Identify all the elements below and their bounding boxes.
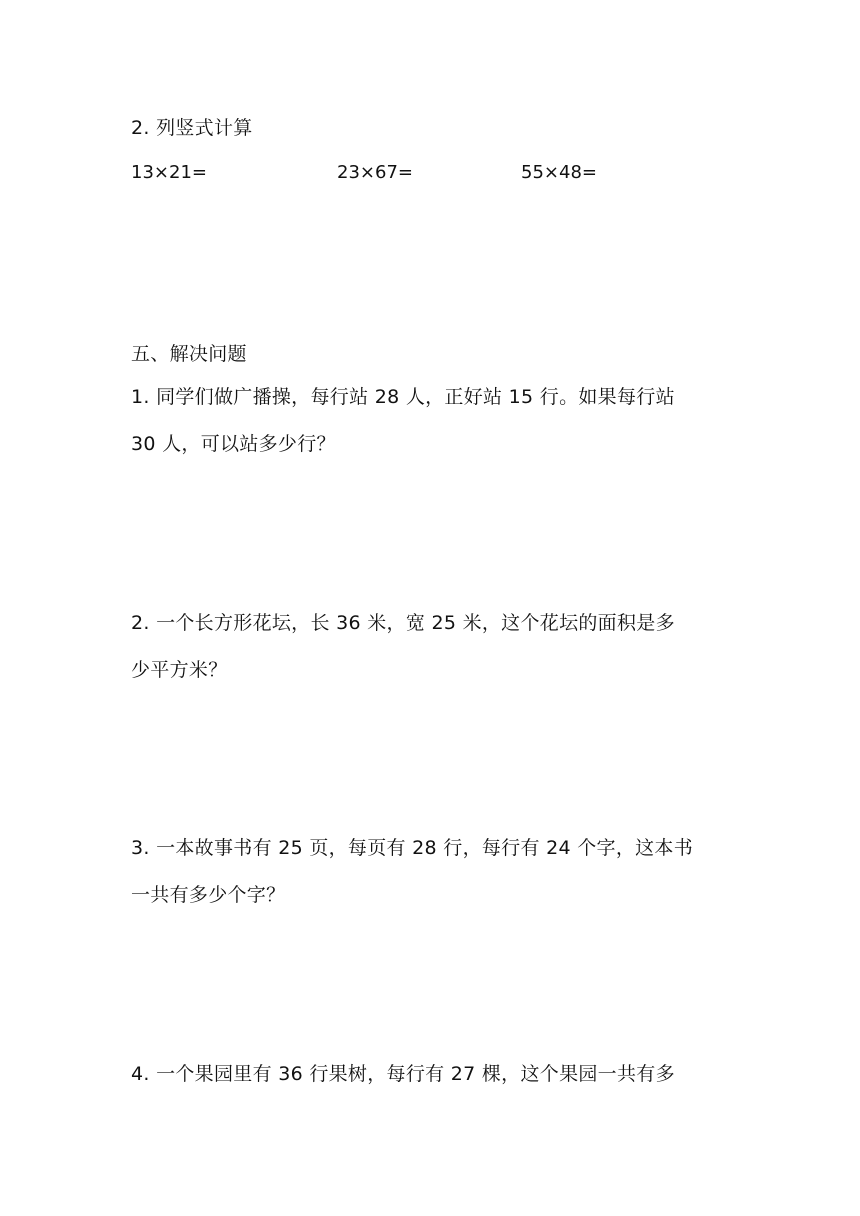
question-4-line-1: 4. 一个果园里有 36 行果树，每行有 27 棵，这个果园一共有多 <box>131 1063 675 1085</box>
vertical-calc-heading: 2. 列竖式计算 <box>131 117 253 139</box>
question-1-line-1: 1. 同学们做广播操，每行站 28 人，正好站 15 行。如果每行站 <box>131 386 675 408</box>
calc-problem-3: 55×48= <box>521 162 597 183</box>
question-3-line-1: 3. 一本故事书有 25 页，每页有 28 行，每行有 24 个字，这本书 <box>131 837 694 859</box>
section-5-title: 五、解决问题 <box>131 343 247 365</box>
question-1-line-2: 30 人，可以站多少行？ <box>131 433 336 455</box>
calc-problem-2: 23×67= <box>337 162 413 183</box>
question-2-line-2: 少平方米？ <box>131 659 228 681</box>
calc-problem-1: 13×21= <box>131 162 207 183</box>
question-2-line-1: 2. 一个长方形花坛，长 36 米，宽 25 米，这个花坛的面积是多 <box>131 612 675 634</box>
question-3-line-2: 一共有多少个字？ <box>131 884 286 906</box>
